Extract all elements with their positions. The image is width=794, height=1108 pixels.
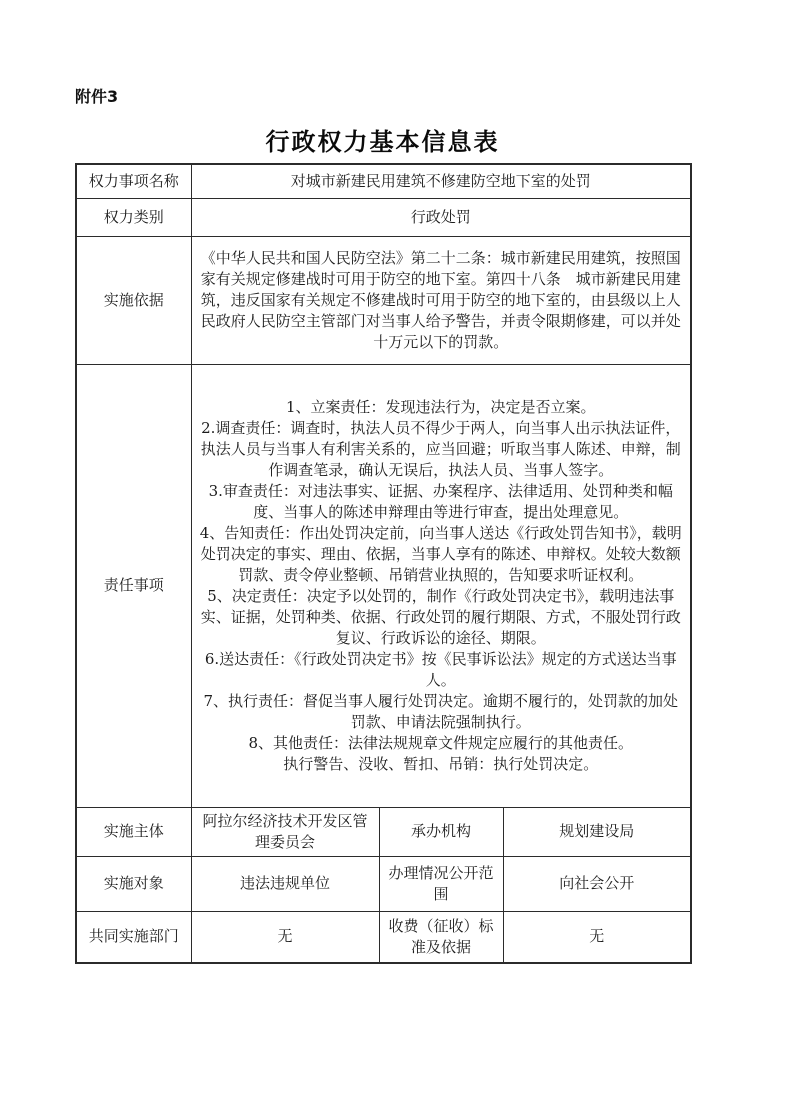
duty-item: 3.审查责任：对违法事实、证据、办案程序、法律适用、处罚种类和幅度、当事人的陈述申辩理由等进行审查，提出处理意见。 <box>208 481 673 521</box>
duty-item: 5、决定责任：决定予以处罚的，制作《行政处罚决定书》，载明违法事实、证据，处罚种类、依据、行政处罚的履行期限、方式，不服处罚行政复议、行政诉讼的途径、期限。 <box>200 586 681 647</box>
row-target <box>76 856 691 911</box>
legal-basis-value: 《中华人民共和国人民防空法》第二十二条：城市新建民用建筑，按照国家有关规定修建战时可用于防空的地下室。第四十八条 城市新建民用建筑，违反国家有关规定不修建战时可用于防空的地下室的，由县级以上人民政府人民防空主管部门对当事人给予警告，并责令限期修建，可以并处十万元以下的罚款。 <box>191 236 691 364</box>
implementer-value: 阿拉尔经济技术开发区管理委员会 <box>191 807 379 856</box>
row-duties <box>76 364 691 807</box>
row-legal-basis <box>76 236 691 364</box>
duty-item: 6.送达责任：《行政处罚决定书》按《民事诉讼法》规定的方式送达当事人。 <box>204 649 677 689</box>
duty-item: 7、执行责任：督促当事人履行处罚决定。逾期不履行的，处罚款的加处罚款、申请法院强制执行。 <box>203 691 679 731</box>
duty-item: 1、立案责任：发现违法行为，决定是否立案。 <box>285 397 596 416</box>
implementer-label: 实施主体 <box>76 807 191 856</box>
item-name-label: 权力事项名称 <box>76 164 191 198</box>
duties-value <box>191 364 691 807</box>
disclosure-value: 向社会公开 <box>503 856 691 911</box>
undertaker-value: 规划建设局 <box>503 807 691 856</box>
target-value: 违法违规单位 <box>191 856 379 911</box>
duty-item: 2.调查责任：调查时，执法人员不得少于两人，向当事人出示执法证件，执法人员与当事人有利害关系的，应当回避；听取当事人陈述、申辩，制作调查笔录，确认无误后，执法人员、当事人签字。 <box>200 418 681 479</box>
row-power-type <box>76 198 691 236</box>
power-type-value: 行政处罚 <box>191 198 691 236</box>
joint-label: 共同实施部门 <box>76 911 191 963</box>
attachment-label: 附件3 <box>75 87 119 106</box>
power-type-label: 权力类别 <box>76 198 191 236</box>
fee-value: 无 <box>503 911 691 963</box>
item-name-value: 对城市新建民用建筑不修建防空地下室的处罚 <box>191 164 691 198</box>
joint-value: 无 <box>191 911 379 963</box>
duty-item: 执行警告、没收、暂扣、吊销：执行处罚决定。 <box>283 754 599 773</box>
disclosure-label: 办理情况公开范围 <box>379 856 503 911</box>
target-label: 实施对象 <box>76 856 191 911</box>
info-table <box>75 163 692 964</box>
undertaker-label: 承办机构 <box>379 807 503 856</box>
row-joint <box>76 911 691 963</box>
page-title: 行政权力基本信息表 <box>265 127 500 156</box>
duty-item: 8、其他责任：法律法规规章文件规定应履行的其他责任。 <box>248 733 634 752</box>
legal-basis-label: 实施依据 <box>76 236 191 364</box>
fee-label: 收费（征收）标准及依据 <box>379 911 503 963</box>
duties-label: 责任事项 <box>76 364 191 807</box>
duty-item: 4、告知责任：作出处罚决定前，向当事人送达《行政处罚告知书》，载明处罚决定的事实、理由、依据，当事人享有的陈述、申辩权。处较大数额罚款、责令停业整顿、吊销营业执照的，告知要求听证权利。 <box>199 523 682 584</box>
row-implementer <box>76 807 691 856</box>
row-item-name <box>76 164 691 198</box>
